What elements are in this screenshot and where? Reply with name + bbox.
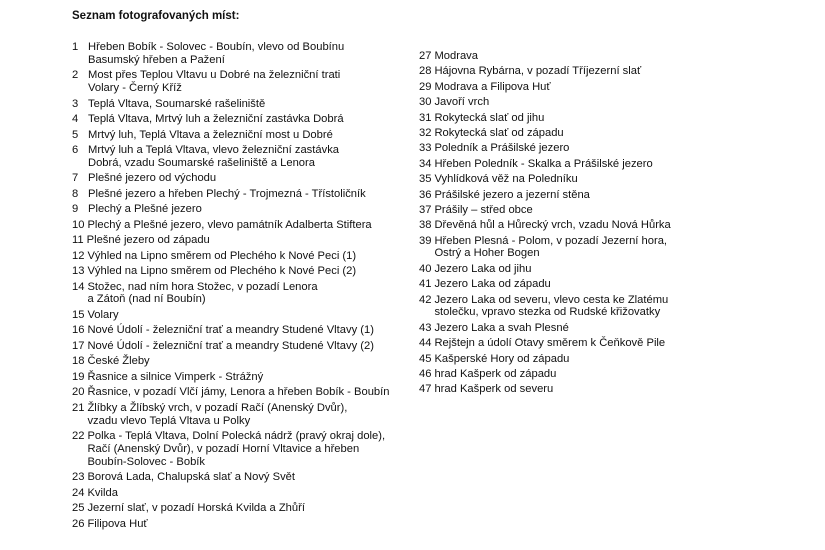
item-text: Volary [87,308,119,321]
item-text: Polka - Teplá Vltava, Dolní Polecká nádrž (pravý okraj dole), Račí (Anenský Dvůr), v pozadí Horní Vltavice a hřeben Boubín-Solovec - Bobík [87,430,386,468]
item-number: 18 [72,355,85,368]
list-item [72,355,412,368]
list-item [72,113,412,126]
item-number: 21 [72,401,85,414]
item-text: Řasnice a silnice Vimperk - Strážný [87,370,264,383]
list-item [419,96,719,109]
item-text: Most přes Teplou Vltavu u Dobré na železniční trati Volary - Černý Kříž [88,69,341,95]
item-number: 15 [72,308,85,321]
item-text: Stožec, nad ním hora Stožec, v pozadí Lenora a Zátoň (nad ní Boubín) [87,280,318,306]
list-item [72,402,412,428]
item-text: Žlíbky a Žlíbský vrch, v pozadí Račí (Anenský Dvůr), vzadu vlevo Teplá Vltava u Polky [87,401,348,427]
item-number: 2 [72,69,79,82]
list-item [72,386,412,399]
item-number: 46 [419,368,432,381]
item-number: 42 [419,293,432,306]
list-item [72,281,412,307]
list-item [419,142,719,155]
item-text: Řasnice, v pozadí Vlčí jámy, Lenora a hřeben Bobík - Boubín [87,386,390,399]
list-item [72,98,412,111]
item-text: Nové Údolí - železniční trať a meandry Studené Vltavy (2) [87,339,374,352]
list-item [72,144,412,170]
item-text: Jezerní slať, v pozadí Horská Kvilda a Zhůří [87,502,305,515]
item-number: 11 [72,234,84,247]
item-number: 38 [419,219,432,232]
item-text: hrad Kašperk od severu [434,383,554,396]
item-number: 5 [72,128,79,141]
list-item [72,430,412,468]
item-number: 24 [72,486,85,499]
list-item [419,263,719,276]
list-item [72,502,412,515]
item-text: Hřeben Bobík - Solovec - Boubín, vlevo od Boubínu Basumský hřeben a Pažení [88,41,345,66]
item-text: Nové Údolí - železniční trať a meandry Studené Vltavy (1) [87,324,374,337]
item-text: Borová Lada, Chalupská slať a Nový Svět [87,471,296,484]
item-text: Javoří vrch [434,96,490,109]
list-item [419,278,719,291]
item-number: 17 [72,339,85,352]
list-item [72,219,412,232]
list-item [419,337,719,350]
item-number: 8 [72,187,79,200]
item-text: Hřeben Plesná - Polom, v pozadí Jezerní hora, Ostrý a Hoher Bogen [434,234,668,260]
item-number: 23 [72,471,85,484]
page-title: Seznam fotografovaných míst: [72,10,240,22]
item-number: 12 [72,249,85,262]
item-text: Plešné jezero od západu [86,234,210,247]
item-text: Teplá Vltava, Soumarské rašeliniště [88,97,266,110]
list-item [72,41,412,67]
item-text: Kvilda [87,486,118,499]
item-text: Dřevěná hůl a Hůrecký vrch, vzadu Nová Hůrka [434,219,671,232]
list-item [72,265,412,278]
list-item [419,235,719,261]
list-item [72,371,412,384]
item-number: 37 [419,203,432,216]
item-text: Jezero Laka od severu, vlevo cesta ke Zlatému stolečku, vpravo stezka od Rudské křižovatky [434,293,669,319]
item-text: Modrava a Filipova Huť [434,80,551,93]
list-item [419,50,719,63]
item-text: Jezero Laka a svah Plesné [434,321,569,334]
list-item [419,219,719,232]
item-text: Výhled na Lipno směrem od Plechého k Nové Peci (1) [87,249,357,262]
item-number: 1 [72,41,79,53]
item-number: 34 [419,157,432,170]
list-item [419,173,719,186]
item-number: 36 [419,188,432,201]
list-item [419,112,719,125]
item-number: 29 [419,80,432,93]
item-number: 26 [72,517,85,530]
item-text: Prášily – střed obce [434,203,533,216]
item-text: Mrtvý luh, Teplá Vltava a železniční most u Dobré [88,128,333,141]
list-item [419,127,719,140]
item-number: 3 [72,97,79,110]
item-text: Plešné jezero od východu [88,172,217,185]
item-number: 35 [419,173,432,186]
list-item [72,172,412,185]
item-text: Plechý a Plešné jezero [88,203,202,216]
item-number: 6 [72,144,79,157]
item-number: 27 [419,50,432,62]
item-text: Mrtvý luh a Teplá Vltava, vlevo železniční zastávka Dobrá, vzadu Soumarské rašeliniště a Lenora [88,144,340,169]
item-number: 22 [72,430,85,443]
item-text: Plešné jezero a hřeben Plechý - Trojmezná - Třístoličník [88,187,366,200]
item-text: Poledník a Prášilské jezero [434,142,570,155]
list-item [419,81,719,94]
list-item [419,383,719,396]
list-item [72,471,412,484]
list-item [72,518,412,531]
item-text: Hájovna Rybárna, v pozadí Tříjezerní slať [434,65,642,78]
item-number: 9 [72,203,79,216]
item-number: 39 [419,234,432,247]
list-item [72,487,412,500]
item-number: 4 [72,113,79,126]
item-text: Rokytecká slať od jihu [434,111,545,124]
list-item [419,158,719,171]
list-item [72,69,412,95]
item-text: Výhled na Lipno směrem od Plechého k Nové Peci (2) [87,265,357,278]
item-text: České Žleby [87,355,150,368]
list-item [72,340,412,353]
list-item [419,368,719,381]
list-item [419,65,719,78]
item-text: Vyhlídková věž na Poledníku [434,173,578,186]
item-text: Jezero Laka od jihu [434,262,532,275]
item-text: Hřeben Poledník - Skalka a Prášilské jezero [434,157,653,170]
item-number: 30 [419,96,432,109]
list-item [72,203,412,216]
item-number: 31 [419,111,432,124]
list-item [72,188,412,201]
item-number: 19 [72,370,85,383]
item-text: Plechý a Plešné jezero, vlevo památník Adalberta Stiftera [87,218,372,231]
item-number: 40 [419,262,432,275]
item-text: Jezero Laka od západu [434,278,551,291]
list-item [72,234,412,247]
item-number: 33 [419,142,432,155]
item-text: hrad Kašperk od západu [434,368,557,381]
list-item [419,294,719,320]
item-text: Kašperské Hory od západu [434,352,570,365]
list-item [419,204,719,217]
item-number: 14 [72,280,85,293]
item-text: Teplá Vltava, Mrtvý luh a železniční zastávka Dobrá [88,113,344,126]
list-column-right [419,50,719,399]
list-item [419,189,719,202]
item-number: 45 [419,352,432,365]
list-item [72,129,412,142]
item-number: 28 [419,65,432,78]
item-text: Rejštejn a údolí Otavy směrem k Čeňkově Pile [434,337,666,350]
item-text: Prášilské jezero a jezerní stěna [434,188,590,201]
item-number: 25 [72,502,85,515]
item-text: Filipova Huť [87,517,148,530]
item-number: 47 [419,383,432,396]
item-text: Modrava [434,50,478,62]
item-text: Rokytecká slať od západu [434,126,564,139]
item-number: 7 [72,172,79,185]
list-item [72,250,412,263]
list-item [419,322,719,335]
list-item [72,324,412,337]
item-number: 13 [72,265,85,278]
item-number: 10 [72,218,85,231]
item-number: 32 [419,126,432,139]
item-number: 41 [419,278,432,291]
item-number: 44 [419,337,432,350]
list-item [72,309,412,322]
item-number: 43 [419,321,432,334]
item-number: 16 [72,324,85,337]
list-column-left [72,41,412,533]
list-item [419,353,719,366]
item-number: 20 [72,386,85,399]
